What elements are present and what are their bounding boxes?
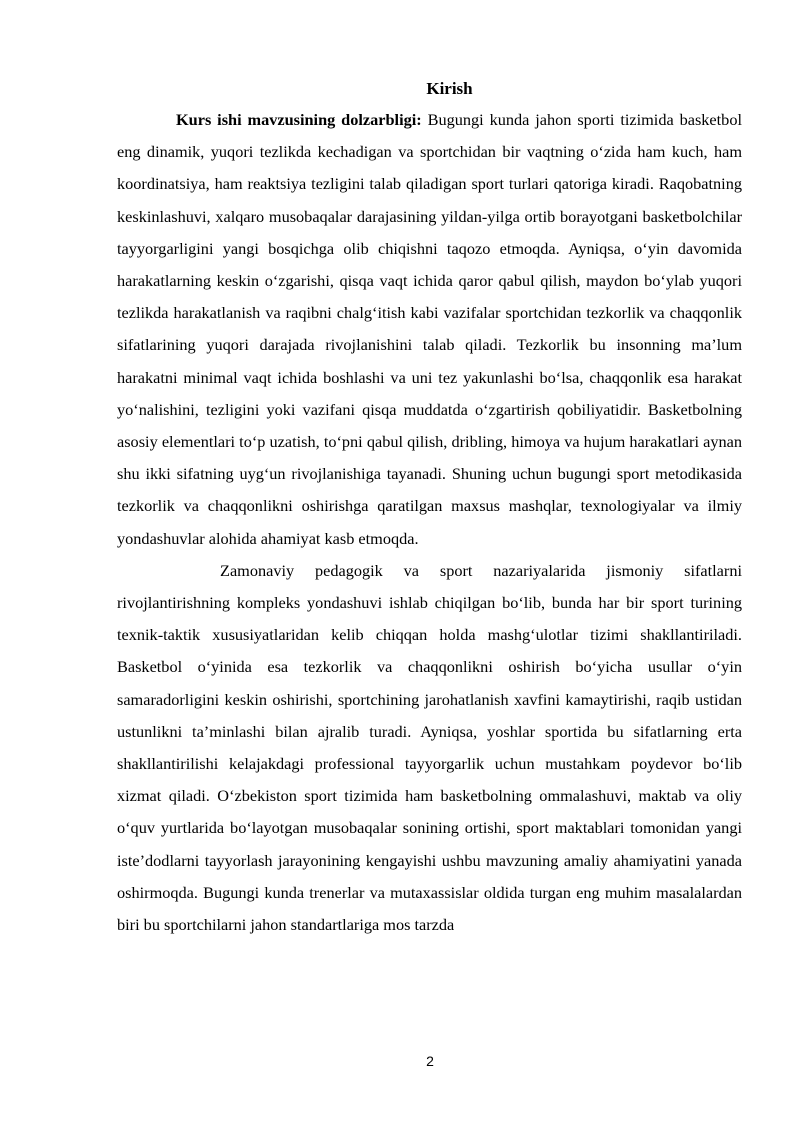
paragraph-text: Bugungi kunda jahon sporti tizimida basketbol eng dinamik, yuqori tezlikda kechadigan va sportchidan bir vaqtning o‘zida ham kuch, ham koordinatsiya, ham reaktsiya tezligini talab qiladigan sport turlari qatoriga kiradi. Raqobatning keskinlashuvi, xalqaro musobaqalar darajasining yildan-yilga ortib borayotgani basketbolchilar tayyorgarligini yangi bosqichga olib chiqishni taqozo etmoqda. Ayniqsa, o‘yin davomida harakatlarning keskin o‘zgarishi, qisqa vaqt ichida qaror qabul qilish, maydon bo‘ylab yuqori tezlikda harakatlanish va raqibni chalg‘itish kabi vazifalar sportchidan tezkorlik va chaqqonlik sifatlarining yuqori darajada rivojlanishini talab qiladi. Tezkorlik bu insonning ma’lum harakatni minimal vaqt ichida boshlashi va uni tez yakunlashi bo‘lsa, chaqqonlik esa harakat yo‘nalishini, tezligini yoki vazifani qisqa muddatda o‘zgartirish qobiliyatidir. Basketbolning asosiy elementlari to‘p uzatish, to‘pni qabul qilish, dribling, himoya va hujum harakatlari aynan shu ikki sifatning uyg‘un rivojlanishiga tayanadi. Shuning uchun bugungi sport metodikasida tezkorlik va chaqqonlikni oshirishga qaratilgan maxsus mashqlar, texnologiyalar va ilmiy yondashuvlar alohida ahamiyat kasb etmoqda. [117, 110, 742, 548]
paragraph-lead: Kurs ishi mavzusining dolzarbligi: [176, 110, 422, 129]
page-body [117, 74, 742, 941]
page-number: 2 [426, 1053, 434, 1069]
paragraph-theory: Zamonaviy pedagogik va sport nazariyalarida jismoniy sifatlarni rivojlantirishning kompleks yondashuvi ishlab chiqilgan bo‘lib, bunda har bir sport turining texnik-taktik xususiyatlaridan kelib chiqqan holda mashg‘ulotlar tizimi shakllantiriladi. Basketbol o‘yinida esa tezkorlik va chaqqonlikni oshirish bo‘yicha usullar o‘yin samaradorligini keskin oshirishi, sportchining jarohatlanish xavfini kamaytirishi, raqib ustidan ustunlikni ta’minlashi bilan ajralib turadi. Ayniqsa, yoshlar sportida bu sifatlarning erta shakllantirilishi kelajakdagi professional tayyorgarlik uchun mustahkam poydevor bo‘lib xizmat qiladi. O‘zbekiston sport tizimida ham basketbolning ommalashuvi, maktab va oliy o‘quv yurtlarida bo‘layotgan musobaqalar sonining ortishi, sport maktablari tomonidan yangi iste’dodlarni tayyorlash jarayonining kengayishi ushbu mavzuning amaliy ahamiyatini yanada oshirmoqda. Bugungi kunda trenerlar va mutaxassislar oldida turgan eng muhim masalalardan biri bu sportchilarni jahon standartlariga mos tarzda [117, 560, 742, 935]
paragraph-relevance [117, 104, 742, 555]
section-heading: Kirish [426, 79, 473, 98]
